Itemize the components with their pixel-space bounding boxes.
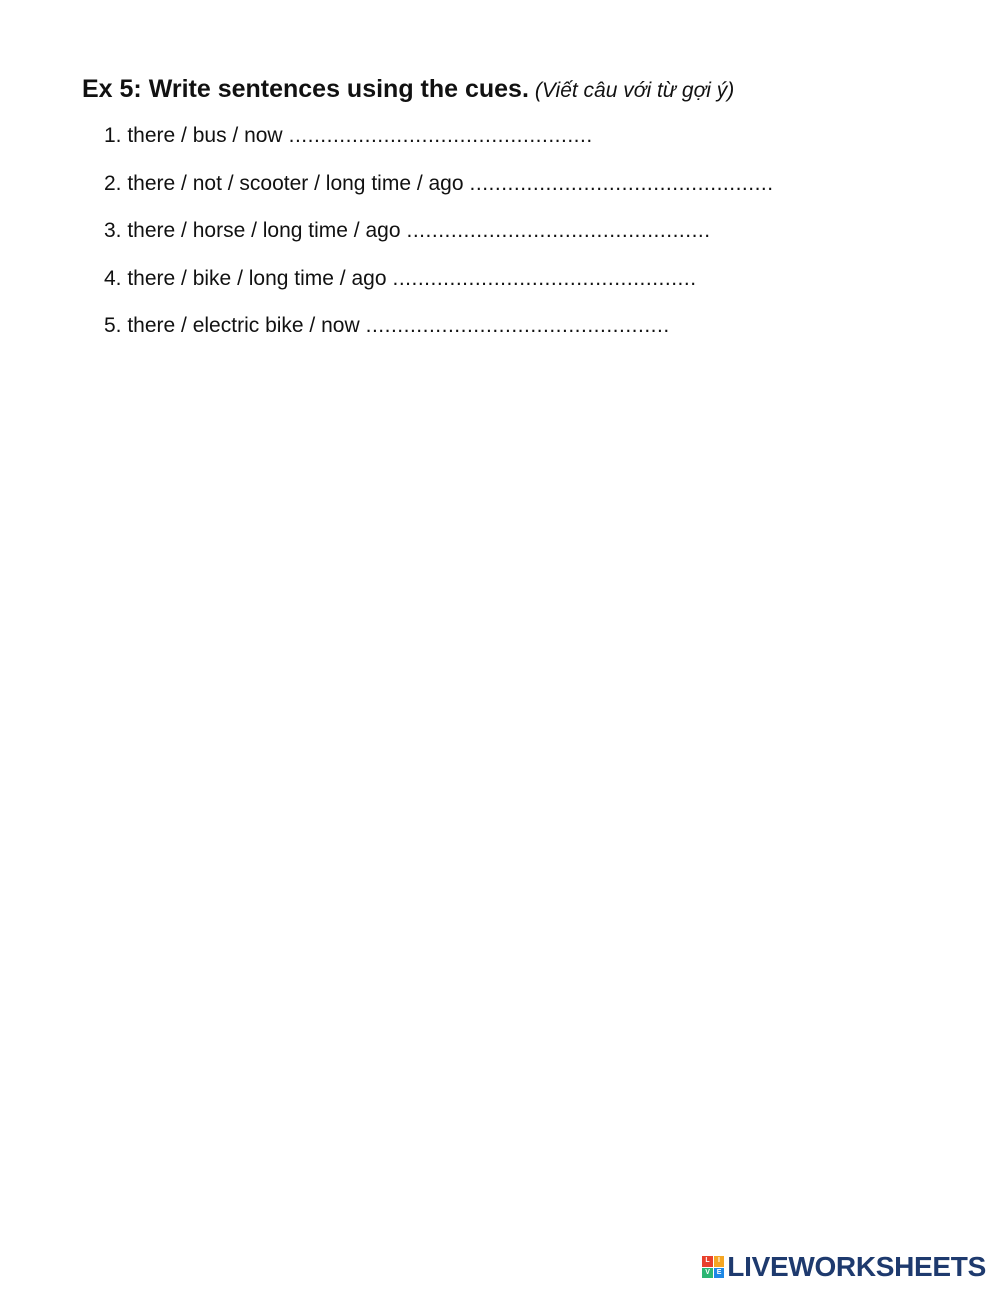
exercise-title: Ex 5: Write sentences using the cues.: [82, 75, 529, 103]
item-cue: 1. there / bus / now: [104, 124, 283, 147]
item-cue: 2. there / not / scooter / long time / ago: [104, 171, 464, 195]
list-item: [104, 311, 982, 340]
item-cue: 5. there / electric bike / now: [104, 314, 360, 337]
list-item: [104, 264, 982, 293]
logo-mark-tile: I: [714, 1256, 725, 1267]
list-item: [104, 169, 982, 198]
logo-mark-icon: [702, 1256, 724, 1278]
logo-mark-tile: L: [702, 1256, 713, 1267]
logo-mark-tile: E: [714, 1268, 725, 1279]
logo-mark-tile: V: [702, 1268, 713, 1279]
list-item: [104, 121, 982, 150]
exercise-subtitle: (Viết câu với từ gợi ý): [534, 79, 735, 102]
answer-blank[interactable]: ................................................: [288, 124, 593, 147]
item-cue: 3. there / horse / long time / ago: [104, 219, 401, 242]
answer-blank[interactable]: ................................................: [406, 219, 711, 242]
logo-text: LIVEWORKSHEETS: [727, 1251, 986, 1282]
item-cue: 4. there / bike / long time / ago: [104, 266, 387, 290]
answer-blank[interactable]: ................................................: [392, 266, 697, 290]
liveworksheets-logo: [702, 1252, 986, 1282]
answer-blank[interactable]: ................................................: [365, 314, 670, 337]
exercise-section: [82, 72, 982, 359]
answer-blank[interactable]: ................................................: [469, 171, 774, 195]
list-item: [104, 216, 982, 245]
exercise-heading: [82, 72, 982, 108]
exercise-items: [82, 121, 982, 340]
